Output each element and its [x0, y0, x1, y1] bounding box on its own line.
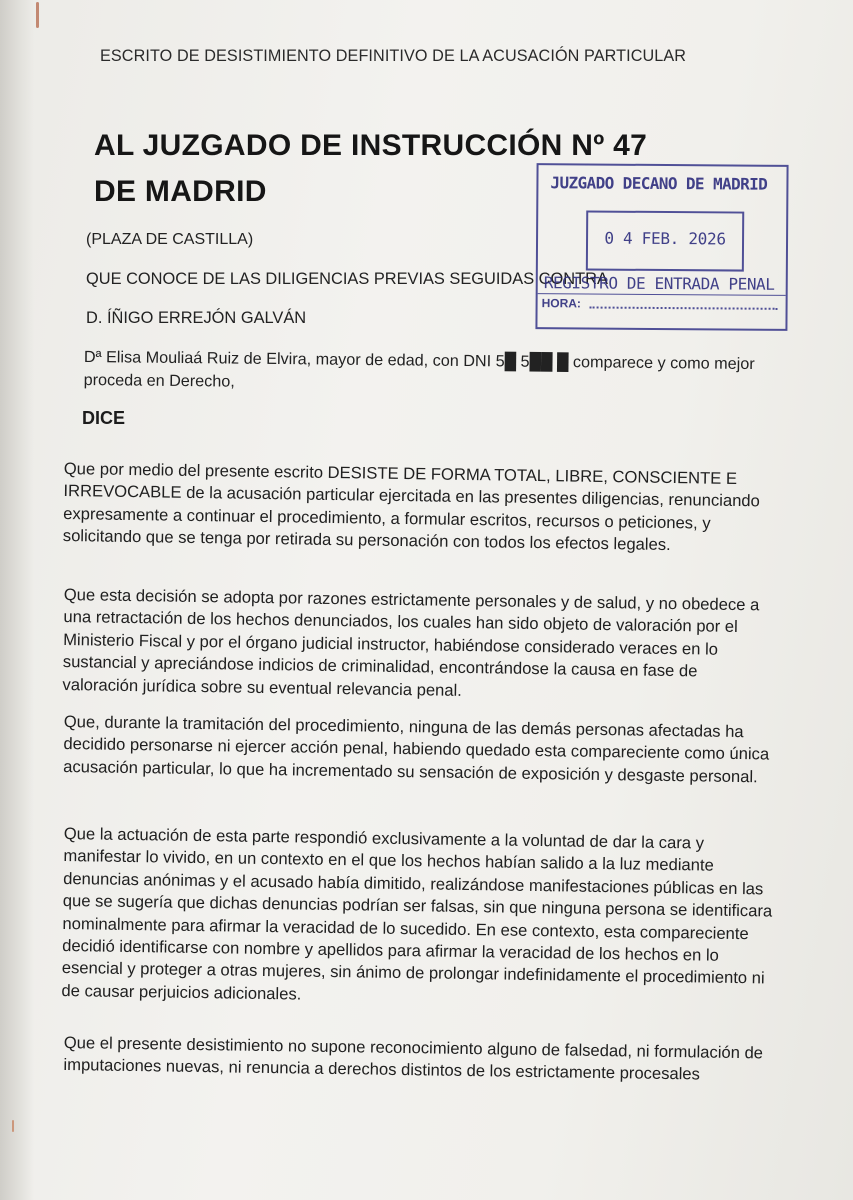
stamp-hora-line: [590, 306, 778, 309]
registry-stamp: [535, 163, 788, 331]
stamp-court-name: JUZGADO DECANO DE MADRID: [550, 173, 768, 194]
body-paragraph: Que, durante la tramitación del procedimiento, ninguna de las demás personas afectadas ha decidido personarse ni ejercer acción penal, habiendo quedado esta compareciente como única acusación particular, lo que ha incrementado su sensación de exposición y desgaste personal.: [63, 711, 770, 787]
page-shadow-edge: [0, 0, 34, 1200]
section-heading: DICE: [82, 408, 126, 428]
body-paragraph: Que el presente desistimiento no supone reconocimiento alguno de falsedad, ni formulación de imputaciones nuevas, ni renuncia a derechos distintos de los estrictamente procesales: [63, 1032, 764, 1084]
court-location: (PLAZA DE CASTILLA): [86, 231, 254, 248]
intro-paragraph: Dª Elisa Mouliaá Ruiz de Elvira, mayor de edad, con DNI 5█ 5██ █ comparece y como mejor proceda en Derecho,: [83, 347, 755, 391]
body-paragraph: Que la actuación de esta parte respondió exclusivamente a la voluntad de dar la cara y manifestar lo vivido, en un contexto en el que los hechos habían salido a la luz mediante denuncias anónimas y el acusado había dimitido, realizándose manifestaciones públicas en las que se sugería que dichas denuncias podrían ser falsas, sin que ninguna persona se identificara nominalmente para afirmar la veracidad de lo sucedido. En ese contexto, esta compareciente decidió identificarse con nombre y apellidos para afirmar la veracidad de los hechos en lo esencial y proteger a otras mujeres, sin ánimo de prolongar indefinidamente el procedimiento ni de causar perjuicios adicionales.: [61, 823, 773, 1004]
court-title-line1: AL JUZGADO DE INSTRUCCIÓN Nº 47: [94, 129, 648, 162]
court-title-line2: DE MADRID: [94, 175, 267, 208]
margin-mark: [12, 1120, 14, 1132]
margin-mark: [36, 2, 39, 28]
body-paragraph: Que esta decisión se adopta por razones estrictamente personales y de salud, y no obedece a una retractación de los hechos denunciados, los cuales han sido objeto de valoración por el Ministerio Fiscal y por el órgano judicial instructor, habiéndose considerado veraces en lo sustancial y apreciándose indicios de criminalidad, encontrándose la causa en fase de valoración jurídica sobre su eventual relevancia penal.: [62, 584, 760, 700]
body-paragraph: Que por medio del presente escrito DESISTE DE FORMA TOTAL, LIBRE, CONSCIENTE E IRREVOCABLE de la acusación particular ejercitada en las presentes diligencias, renunciando expresamente a continuar el procedimiento, a formular escritos, recursos o peticiones, y solicitando que se tenga por retirada su personación con todos los efectos legales.: [62, 458, 760, 555]
proceedings-line: QUE CONOCE DE LAS DILIGENCIAS PREVIAS SEGUIDAS CONTRA: [86, 270, 608, 288]
defendant-name: D. ÍÑIGO ERREJÓN GALVÁN: [86, 309, 307, 327]
document-heading: ESCRITO DE DESISTIMIENTO DEFINITIVO DE LA ACUSACIÓN PARTICULAR: [100, 47, 687, 65]
stamp-registry-label: REGISTRO DE ENTRADA PENAL: [543, 273, 775, 294]
stamp-hora-label: HORA:: [541, 296, 581, 311]
stamp-date: 0 4 FEB. 2026: [604, 228, 726, 249]
stamp-date-box: [586, 210, 744, 271]
